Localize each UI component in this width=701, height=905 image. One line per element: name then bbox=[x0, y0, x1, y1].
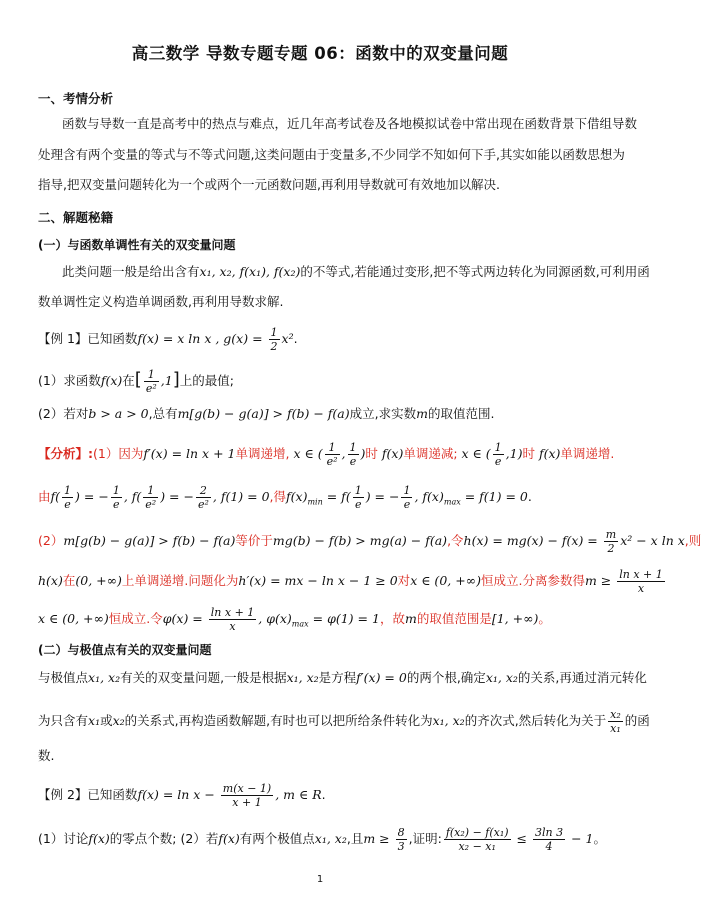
numerator: 1 bbox=[270, 326, 278, 339]
math: , φ(x) bbox=[258, 611, 292, 626]
text: 。 bbox=[538, 611, 551, 626]
text: 的函 bbox=[624, 713, 650, 728]
text: ,令 bbox=[447, 533, 464, 548]
text: ,总有 bbox=[148, 406, 178, 421]
fraction bbox=[143, 484, 158, 511]
math: = φ(1) = 1 bbox=[308, 611, 380, 626]
analysis-line-3 bbox=[38, 528, 701, 555]
numerator: 2 bbox=[196, 484, 211, 498]
denominator: x + 1 bbox=[232, 796, 262, 809]
denominator: e² bbox=[145, 382, 157, 395]
paragraph-line: 函数与导数一直是高考中的热点与难点，近几年高考试卷及各地模拟试卷中常出现在函数背景下借组导数 bbox=[62, 116, 638, 131]
numerator: x₂ bbox=[610, 708, 621, 721]
denominator: 3 bbox=[397, 840, 405, 853]
text: 是方程 bbox=[318, 670, 357, 685]
math: f(x) bbox=[286, 489, 308, 504]
text: 的不等式,若能通过变形,把不等式两边转化为同源函数,可利用函 bbox=[300, 264, 650, 279]
math: x ∈ (0, +∞) bbox=[38, 611, 109, 626]
math: f(x) bbox=[381, 446, 404, 461]
subsection-heading-extremum: (二）与极值点有关的双变量问题 bbox=[38, 643, 212, 657]
fraction bbox=[348, 441, 359, 468]
fraction bbox=[62, 484, 73, 511]
fraction bbox=[221, 782, 273, 809]
text: 单调递增. bbox=[560, 446, 615, 461]
denominator: e bbox=[349, 455, 357, 468]
analysis-line-1 bbox=[38, 441, 615, 468]
fraction bbox=[604, 528, 618, 555]
numerator: 1 bbox=[144, 368, 159, 382]
denominator: e bbox=[494, 455, 502, 468]
math: [1, +∞) bbox=[491, 611, 539, 626]
math: ,1) bbox=[505, 446, 523, 461]
paragraph-line: 数. bbox=[38, 748, 55, 763]
paragraph-line: 指导,把双变量问题转化为一个或两个一元函数问题,再利用导数就可有效地加以解决. bbox=[38, 177, 500, 192]
text: 或 bbox=[100, 713, 113, 728]
text: ,则 bbox=[684, 533, 701, 548]
analysis-label: 【分析】: bbox=[38, 446, 93, 461]
math: x₁, x₂ bbox=[314, 831, 347, 846]
fraction bbox=[196, 484, 211, 511]
text: ，故 bbox=[379, 611, 405, 626]
fraction bbox=[111, 484, 122, 511]
denominator: e² bbox=[326, 455, 338, 468]
example-1-statement bbox=[38, 326, 604, 353]
numerator: 1 bbox=[143, 484, 158, 498]
text: ,证明: bbox=[408, 831, 442, 846]
text: 。 bbox=[593, 831, 606, 846]
text: 由 bbox=[38, 489, 51, 504]
fraction bbox=[401, 484, 412, 511]
text: 此类问题一般是给出含有 bbox=[62, 264, 200, 279]
text: 在 bbox=[122, 373, 135, 388]
math: − 1 bbox=[567, 831, 594, 846]
math: x₁, x₂ bbox=[432, 713, 465, 728]
text: 恒成立.令 bbox=[108, 611, 163, 626]
paragraph-line bbox=[38, 668, 647, 688]
text: 的关系,再通过消元转化 bbox=[517, 670, 647, 685]
math: f(x) = ln x − bbox=[137, 787, 219, 802]
page-title: 高三数学 导数专题专题 06：函数中的双变量问题 bbox=[131, 44, 509, 63]
page-number: 1 bbox=[316, 874, 324, 885]
fraction bbox=[617, 568, 665, 595]
analysis-line-2 bbox=[38, 484, 604, 513]
text: (2） bbox=[38, 533, 64, 548]
subsection-heading-monotonic: (一）与函数单调性有关的双变量问题 bbox=[38, 238, 236, 252]
denominator: e bbox=[403, 498, 411, 511]
denominator: x bbox=[637, 582, 645, 595]
text: (1）讨论 bbox=[38, 831, 89, 846]
text: 时 bbox=[365, 446, 378, 461]
math: , m ∈ R bbox=[275, 787, 322, 802]
text: 上单调递增.问题化为 bbox=[121, 573, 239, 588]
text: 有两个极值点 bbox=[239, 831, 315, 846]
math: ≤ bbox=[512, 831, 531, 846]
text: 上的最值; bbox=[179, 373, 234, 388]
text: 的两个根,确定 bbox=[406, 670, 486, 685]
text: (2）若 bbox=[180, 831, 219, 846]
math: = f( bbox=[322, 489, 351, 504]
math: x ∈ ( bbox=[293, 446, 323, 461]
text: 【例 2】已知函数 bbox=[38, 787, 138, 802]
fraction bbox=[533, 826, 565, 853]
fraction bbox=[396, 826, 407, 853]
math: x² − x ln x bbox=[620, 533, 685, 548]
text: 对 bbox=[397, 573, 411, 588]
math: f(x) bbox=[538, 446, 561, 461]
math: f(x) bbox=[88, 831, 110, 846]
numerator: m(x − 1) bbox=[222, 782, 272, 795]
example-1-question-2 bbox=[38, 404, 604, 424]
math: f( bbox=[50, 489, 61, 504]
text: 时 bbox=[522, 446, 535, 461]
math: m ≥ bbox=[363, 831, 394, 846]
math: ) = − bbox=[75, 489, 109, 504]
math: m bbox=[404, 611, 417, 626]
example-2-statement bbox=[38, 782, 604, 809]
text: 为只含有 bbox=[38, 713, 89, 728]
text: 在 bbox=[62, 573, 76, 588]
numerator: 1 bbox=[64, 484, 72, 497]
numerator: 1 bbox=[349, 441, 357, 454]
math: m ≥ bbox=[584, 573, 616, 588]
fraction bbox=[325, 441, 340, 468]
math: ) = − bbox=[365, 489, 400, 504]
math: x₂ bbox=[112, 713, 125, 728]
text: ,且 bbox=[346, 831, 364, 846]
math: m[g(b) − g(a)] > f(b) − f(a) bbox=[177, 406, 350, 421]
text: 单调递减; bbox=[403, 446, 458, 461]
denominator: e bbox=[113, 498, 120, 511]
denominator: 2 bbox=[270, 340, 278, 353]
numerator: 1 bbox=[112, 484, 120, 497]
section-heading-techniques: 二、解题秘籍 bbox=[38, 210, 114, 225]
text: 的零点个数; bbox=[109, 831, 177, 846]
numerator: ln x + 1 bbox=[210, 606, 255, 619]
subscript: min bbox=[307, 497, 323, 507]
example-1-question-1: (1）求函数f(x)在[ $\frac{1}{\text{e²}}$ ,1]上的最值; bbox=[38, 368, 234, 395]
math: x ∈ ( bbox=[461, 446, 491, 461]
math: x₁ bbox=[88, 713, 101, 728]
fraction bbox=[353, 484, 364, 511]
text: 等价于 bbox=[235, 533, 273, 548]
text: (1）求函数 bbox=[38, 373, 101, 388]
paragraph-line: 处理含有两个变量的等式与不等式问题,这类问题由于变量多,不少同学不知如何下手,其实如能以函数思想为 bbox=[38, 147, 625, 162]
denominator: x₂ − x₁ bbox=[458, 840, 496, 853]
text: 成立,求实数 bbox=[349, 406, 417, 421]
paragraph-line bbox=[38, 708, 650, 735]
example-2-questions bbox=[38, 826, 604, 853]
text: 与极值点 bbox=[38, 670, 89, 685]
subscript: max bbox=[443, 497, 461, 507]
math: , f(1) = 0 bbox=[212, 489, 270, 504]
text: . bbox=[527, 489, 532, 504]
math: , f(x) bbox=[414, 489, 444, 504]
fraction bbox=[209, 606, 257, 633]
math: x² bbox=[281, 331, 294, 346]
text: 恒成立.分离参数得 bbox=[480, 573, 585, 588]
math: , f( bbox=[123, 489, 142, 504]
denominator: x₁ bbox=[610, 722, 621, 735]
numerator: m bbox=[605, 528, 617, 541]
paragraph-line: 数单调性定义构造单调函数,再利用导数求解. bbox=[38, 294, 284, 309]
math: x₁, x₂ bbox=[485, 670, 518, 685]
fraction bbox=[144, 368, 159, 395]
text: . bbox=[321, 787, 326, 802]
math: f(x) = x ln x , g(x) = bbox=[137, 331, 267, 346]
numerator: ln x + 1 bbox=[619, 568, 663, 581]
denominator: e bbox=[354, 498, 362, 511]
subscript: max bbox=[291, 619, 309, 629]
section-heading-analysis: 一、考情分析 bbox=[38, 91, 114, 106]
analysis-line-4 bbox=[38, 568, 663, 595]
fraction bbox=[608, 708, 623, 735]
denominator: 4 bbox=[545, 840, 553, 853]
math: φ(x) = bbox=[162, 611, 207, 626]
text: . bbox=[293, 331, 298, 346]
text: 的取值范围. bbox=[427, 406, 495, 421]
text: 【例 1】已知函数 bbox=[38, 331, 138, 346]
math: , bbox=[341, 446, 346, 461]
text: 单调递增, bbox=[235, 446, 290, 461]
math: f(x) bbox=[100, 373, 123, 388]
math: x₁, x₂ bbox=[286, 670, 319, 685]
math: h′(x) = mx − ln x − 1 ≥ 0 bbox=[238, 573, 398, 588]
numerator: 3ln 3 bbox=[534, 826, 564, 839]
denominator: e² bbox=[145, 498, 157, 511]
denominator: e² bbox=[197, 498, 209, 511]
text: 的关系式,再构造函数解题,有时也可以把所给条件转化为 bbox=[124, 713, 433, 728]
math: h(x) = mg(x) − f(x) = bbox=[463, 533, 602, 548]
math: x₁, x₂ bbox=[88, 670, 121, 685]
math: b > a > 0 bbox=[88, 406, 149, 421]
math: = f(1) = 0 bbox=[460, 489, 528, 504]
text: ,得 bbox=[269, 489, 287, 504]
text: (1）因为 bbox=[93, 446, 144, 461]
math: f′(x) = ln x + 1 bbox=[143, 446, 236, 461]
denominator: x bbox=[229, 620, 236, 633]
denominator: 2 bbox=[607, 542, 615, 555]
denominator: e bbox=[64, 498, 71, 511]
math: m[g(b) − g(a)] > f(b) − f(a) bbox=[63, 533, 236, 548]
numerator: f(x₂) − f(x₁) bbox=[445, 826, 509, 839]
math: x ∈ (0, +∞) bbox=[410, 573, 481, 588]
fraction bbox=[493, 441, 504, 468]
math: (0, +∞) bbox=[75, 573, 122, 588]
math: ) = − bbox=[160, 489, 194, 504]
math: x₁, x₂, f(x₁), f(x₂) bbox=[199, 264, 301, 279]
math: mg(b) − f(b) > mg(a) − f(a) bbox=[272, 533, 448, 548]
text: 的取值范围是 bbox=[416, 611, 492, 626]
math: h(x) bbox=[38, 573, 63, 588]
numerator: 1 bbox=[403, 484, 411, 497]
math: f(x) bbox=[218, 831, 240, 846]
math: f′(x) = 0 bbox=[356, 670, 407, 685]
text: (2）若对 bbox=[38, 406, 89, 421]
numerator: 8 bbox=[397, 826, 405, 839]
math: m bbox=[416, 406, 428, 421]
text: 有关的双变量问题,一般是根据 bbox=[120, 670, 287, 685]
numerator: 1 bbox=[354, 484, 362, 497]
text: 的齐次式,然后转化为关于 bbox=[464, 713, 607, 728]
paragraph-line bbox=[38, 262, 650, 282]
math: ) bbox=[360, 446, 366, 461]
fraction bbox=[269, 326, 280, 353]
analysis-line-5 bbox=[38, 606, 604, 635]
numerator: 1 bbox=[494, 441, 502, 454]
math: ,1 bbox=[160, 373, 173, 388]
fraction bbox=[444, 826, 511, 853]
numerator: 1 bbox=[325, 441, 340, 455]
